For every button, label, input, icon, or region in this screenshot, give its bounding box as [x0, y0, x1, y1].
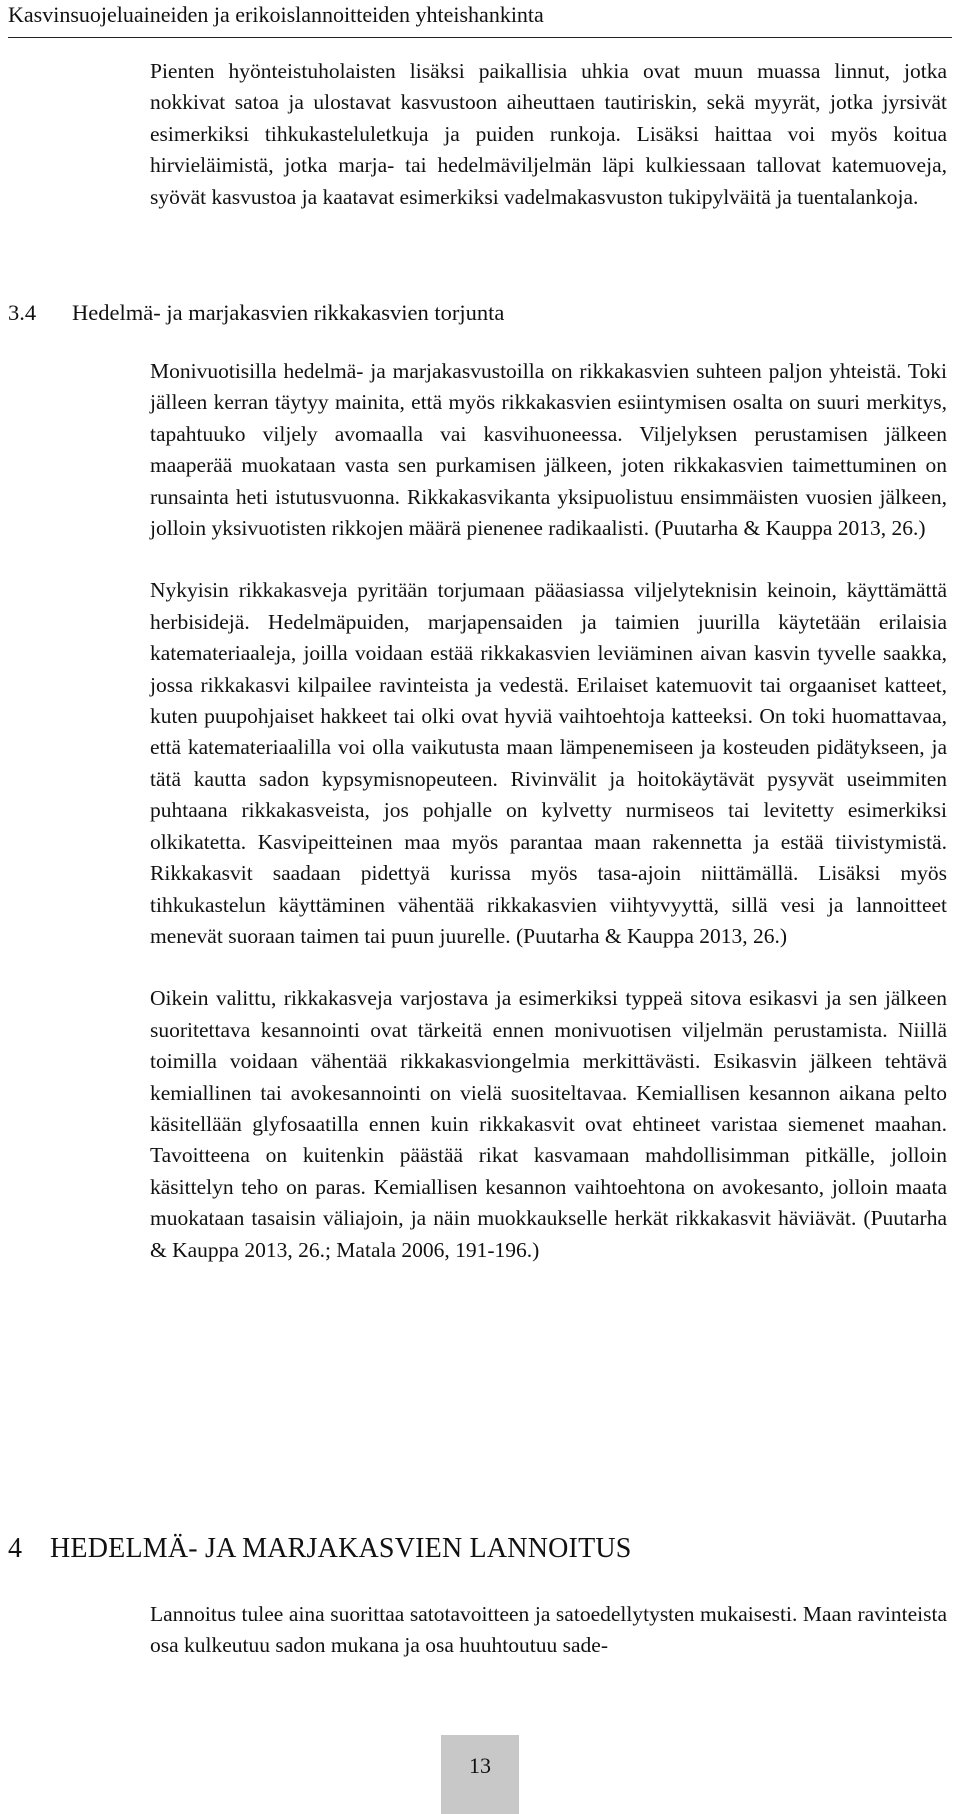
intro-paragraph: Pienten hyönteistuholaisten lisäksi paikallisia uhkia ovat muun muassa linnut, jotka nokkivat satoa ja ulostavat kasvustoon aiheuttaen tautiriskin, sekä myyrät, jotka jyrsivät esimerkiksi tihkukasteluletkuja ja puiden runkoja. Lisäksi haittaa voi myös koitua hirvieläimistä, jotka marja- tai hedelmäviljelmän läpi kulkiessaan tallovat katemuoveja, syövät kasvustoa ja kaatavat esimerkiksi vadelmakasvuston tukipylväitä ja tuentalankoja.: [150, 59, 947, 209]
section-title: Hedelmä- ja marjakasvien rikkakasvien torjunta: [72, 300, 505, 325]
chapter-title: HEDELMÄ- JA MARJAKASVIEN LANNOITUS: [50, 1533, 632, 1564]
section-3-4-body: [150, 356, 947, 1266]
running-header: [8, 0, 952, 38]
section-heading-3-4: [8, 298, 504, 328]
chapter-heading-4: [8, 1531, 632, 1567]
body-paragraph: Nykyisin rikkakasveja pyritään torjumaan pääasiassa viljelyteknisin keinoin, käyttämättä herbisidejä. Hedelmäpuiden, marjapensaiden ja taimien juurilla käytetään erilaisia katemateriaaleja, joilla voidaan estää rikkakasvien leviäminen aivan kasvin tyvelle saakka, jossa rikkakasvi kilpailee ravinteista ja vedestä. Erilaiset katemuovit tai orgaaniset katteet, kuten puupohjaiset hakkeet tai olki ovat hyviä vaihtoehtoja katteeksi. On toki huomattavaa, että katemateriaalilla voi olla vaikutusta maan lämpenemiseen ja kosteuden pidätykseen, ja tätä kautta sadon kypsymisnopeuteen. Rivinvälit ja hoitokäytävät pysyvät useimmiten puhtaana rikkakasveista, jos pohjalle on kylvetty nurmiseos tai levitetty esimerkiksi olkikatetta. Kasvipeitteinen maa myös parantaa maan rakennetta ja estää tiivistymistä. Rikkakasvit saadaan pidettyä kurissa myös tasa-ajoin niittämällä. Lisäksi myös tihkukastelun käyttäminen vähentää rikkakasvien viihtyvyyttä, sillä vesi ja lannoitteet menevät suoraan taimen tai puun juurelle. (Puutarha & Kauppa 2013, 26.): [150, 578, 947, 948]
page-number: [441, 1735, 519, 1814]
section-number: 3.4: [8, 300, 37, 325]
intro-block: [150, 56, 947, 213]
body-paragraph: Lannoitus tulee aina suorittaa satotavoitteen ja satoedellytysten mukaisesti. Maan ravinteista osa kulkeutuu sadon mukana ja osa huuhtoutuu sade-: [150, 1602, 947, 1658]
page-number-label: 13: [469, 1753, 491, 1778]
body-paragraph: Monivuotisilla hedelmä- ja marjakasvustoilla on rikkakasvien suhteen paljon yhteistä. Toki jälleen kerran täytyy mainita, että myös rikkakasvien esiintymisen osalta on suuri merkitys, tapahtuuko viljely avomaalla vai kasvihuoneessa. Viljelyksen perustamisen jälkeen maaperää muokataan vasta sen purkamisen jälkeen, joten rikkakasvien taimettuminen on runsainta heti istutusvuonna. Rikkakasvikanta yksipuolistuu ensimmäisten vuosien jälkeen, jolloin yksivuotisten rikkojen määrä pienenee radikaalisti. (Puutarha & Kauppa 2013, 26.): [150, 359, 947, 541]
chapter-number: 4: [8, 1533, 23, 1564]
body-paragraph: Oikein valittu, rikkakasveja varjostava ja esimerkiksi typpeä sitova esikasvi ja sen jälkeen suoritettava kesannointi ovat tärkeitä ennen monivuotisen viljelmän perustamista. Niillä toimilla voidaan vähentää rikkakasviongelmia merkittävästi. Esikasvin jälkeen tehtävä kemiallinen tai avokesannointi on vielä suositeltavaa. Kemiallisen kesannon aikana pelto käsitellään glyfosaatilla ennen kuin rikkakasvit ovat ehtineet varistaa siemenet maahan. Tavoitteena on kuitenkin päästää rikat kasvamaan mahdollisimman pitkälle, jolloin käsittelyn teho on paras. Kemiallisen kesannon vaihtoehtona on avokesanto, jolloin maata muokataan tasaisin väliajoin, ja näin muokkaukselle herkät rikkakasvit häviävät. (Puutarha & Kauppa 2013, 26.; Matala 2006, 191-196.): [150, 986, 947, 1262]
document-title: Kasvinsuojeluaineiden ja erikoislannoitteiden yhteishankinta: [8, 2, 544, 27]
chapter-4-body: [150, 1599, 947, 1662]
